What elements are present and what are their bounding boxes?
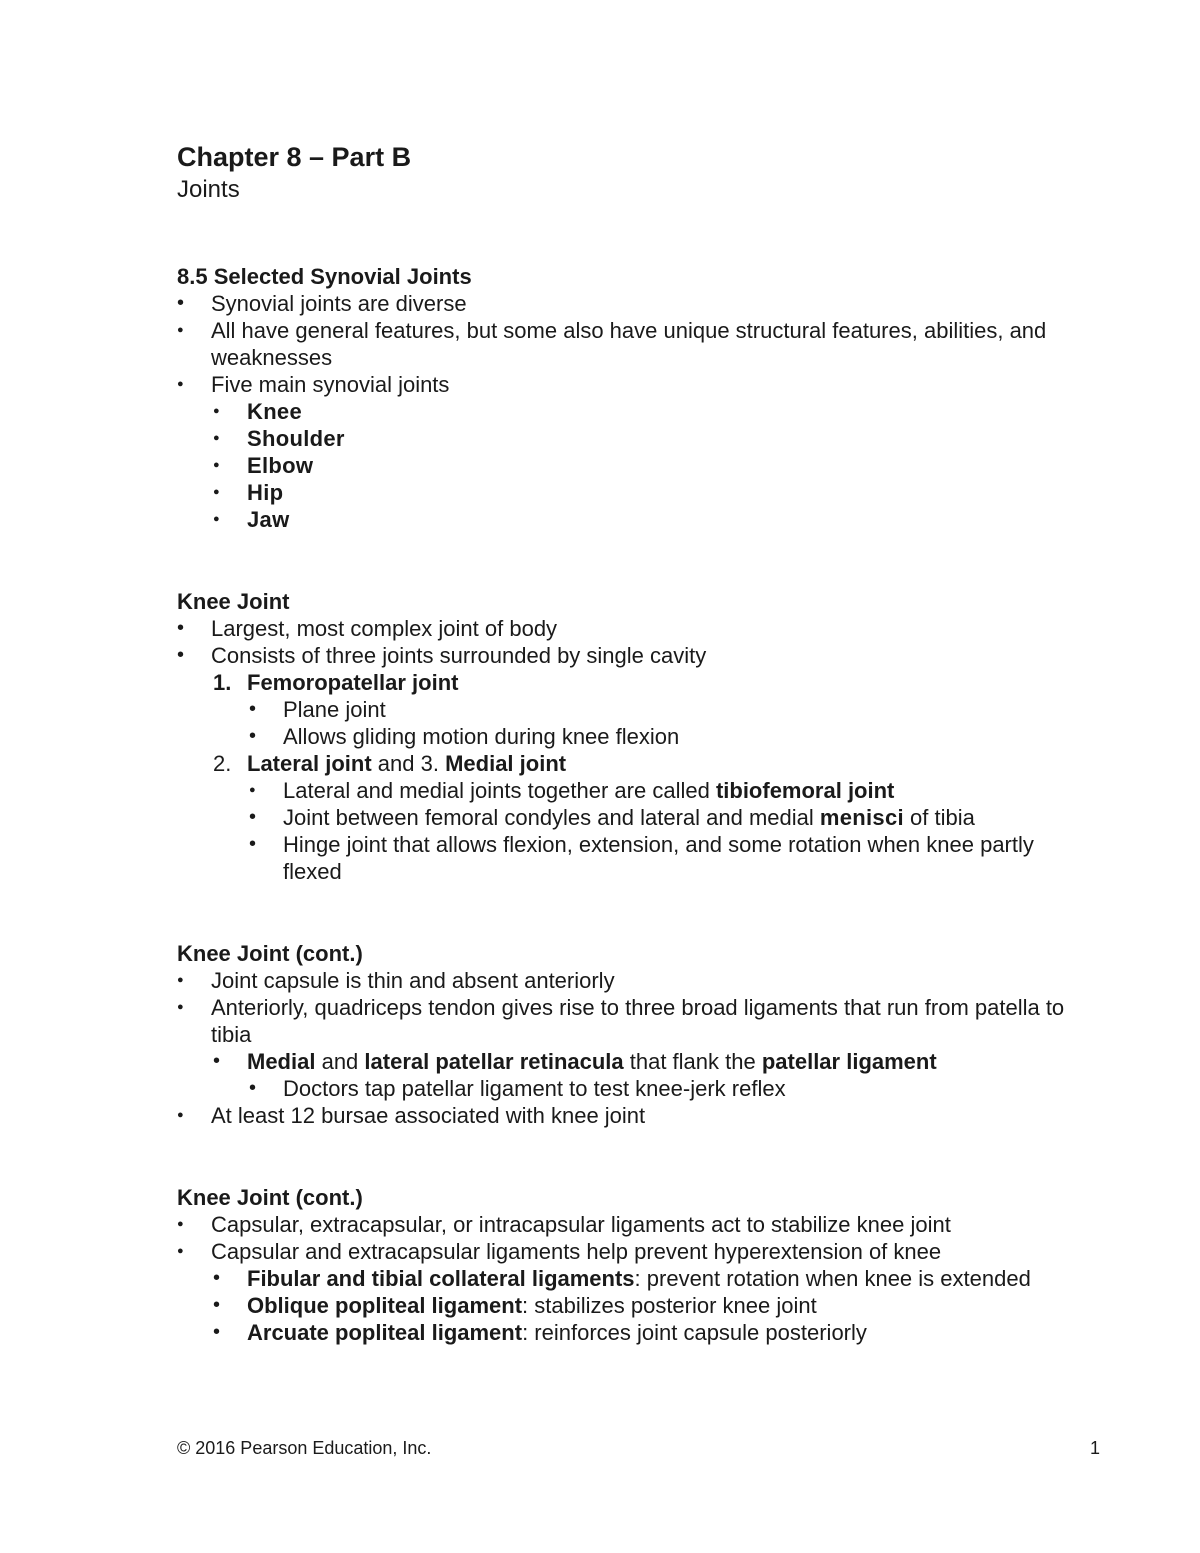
list-item-joint: ● Hip: [177, 479, 1077, 506]
list-item: ● Five main synovial joints: [177, 371, 1077, 398]
bullet-icon: [249, 696, 256, 723]
chapter-title: Chapter 8 – Part B: [177, 142, 412, 172]
bullet-icon: [249, 804, 256, 831]
bullet-icon: [249, 777, 256, 807]
list-item: • Joint between femoral condyles and lateral and medial menisci of tibia: [177, 804, 1077, 831]
list-item: ● All have general features, but some also have unique structural features, abilities, and weaknesses: [177, 317, 1077, 371]
section-heading: Knee Joint (cont.): [177, 1185, 363, 1210]
bullet-icon: [177, 994, 184, 1024]
section-selected-synovial-joints: [177, 263, 1077, 533]
bullet-icon: [177, 1238, 184, 1268]
list-item-joint: ● Shoulder: [177, 425, 1077, 452]
list-number: 2.: [213, 751, 232, 776]
bullet-icon: [213, 425, 220, 455]
list-item: ● Anteriorly, quadriceps tendon gives rise to three broad ligaments that run from patella to tibia: [177, 994, 1077, 1048]
section-heading: Knee Joint: [177, 589, 290, 614]
list-item: ● Capsular, extracapsular, or intracapsular ligaments act to stabilize knee joint: [177, 1211, 1077, 1238]
bullet-icon: [177, 615, 184, 642]
section-heading: Knee Joint (cont.): [177, 941, 363, 966]
list-item: ● Lateral and medial joints together are called tibiofemoral joint: [177, 777, 1077, 804]
bullet-list: [177, 615, 1077, 885]
bullet-icon: [213, 398, 220, 428]
bullet-icon: [177, 317, 184, 347]
list-item: • Oblique popliteal ligament: stabilizes posterior knee joint: [177, 1292, 1077, 1319]
list-item: • Synovial joints are diverse: [177, 290, 1077, 317]
list-item: • Plane joint: [177, 696, 1077, 723]
bullet-icon: [249, 723, 256, 750]
section-knee-joint-cont-2: [177, 1184, 1077, 1346]
list-item: • Consists of three joints surrounded by single cavity: [177, 642, 1077, 669]
bullet-list: [177, 290, 1077, 533]
footer-copyright: © 2016 Pearson Education, Inc.: [177, 1438, 432, 1458]
bullet-icon: [177, 1211, 184, 1241]
bullet-icon: [213, 479, 220, 509]
bullet-icon: [177, 371, 184, 401]
list-number: 1.: [213, 670, 232, 695]
bullet-icon: [213, 452, 220, 482]
list-item: • Hinge joint that allows flexion, extension, and some rotation when knee partly flexed: [177, 831, 1077, 885]
bullet-icon: [213, 506, 220, 536]
bullet-icon: [213, 1048, 220, 1075]
list-item: ● At least 12 bursae associated with knee joint: [177, 1102, 1077, 1129]
numbered-item: 2. Lateral joint and 3. Medial joint: [213, 751, 567, 776]
list-item: • Fibular and tibial collateral ligaments: prevent rotation when knee is extended: [177, 1265, 1077, 1292]
list-item: ● Joint capsule is thin and absent anteriorly: [177, 967, 1077, 994]
list-item: ● Capsular and extracapsular ligaments help prevent hyperextension of knee: [177, 1238, 1077, 1265]
section-knee-joint: [177, 588, 1077, 885]
bullet-list: [177, 967, 1077, 1129]
page-number: 1: [1089, 1438, 1100, 1458]
bullet-icon: [213, 1265, 220, 1292]
list-item: • Medial and lateral patellar retinacula that flank the patellar ligament: [177, 1048, 1077, 1075]
list-item: • Largest, most complex joint of body: [177, 615, 1077, 642]
bullet-icon: [177, 1102, 184, 1132]
list-item-joint: ● Knee: [177, 398, 1077, 425]
list-item: • Doctors tap patellar ligament to test knee-jerk reflex: [177, 1075, 1077, 1102]
list-item-joint: ● Jaw: [177, 506, 1077, 533]
bullet-list: [177, 1211, 1077, 1346]
section-knee-joint-cont-1: [177, 940, 1077, 1129]
bullet-icon: [249, 1075, 256, 1102]
chapter-subtitle: Joints: [177, 176, 240, 203]
bullet-icon: [213, 1292, 220, 1319]
bullet-icon: [249, 831, 256, 858]
list-item-joint: ● Elbow: [177, 452, 1077, 479]
list-item: • Arcuate popliteal ligament: reinforces joint capsule posteriorly: [177, 1319, 1077, 1346]
bullet-icon: [213, 1319, 220, 1346]
list-item: • Allows gliding motion during knee flexion: [177, 723, 1077, 750]
numbered-item: 1. Femoropatellar joint: [213, 670, 459, 695]
bullet-icon: [177, 642, 184, 669]
bullet-icon: [177, 290, 184, 317]
section-heading: 8.5 Selected Synovial Joints: [177, 264, 472, 289]
bullet-icon: [177, 967, 184, 997]
